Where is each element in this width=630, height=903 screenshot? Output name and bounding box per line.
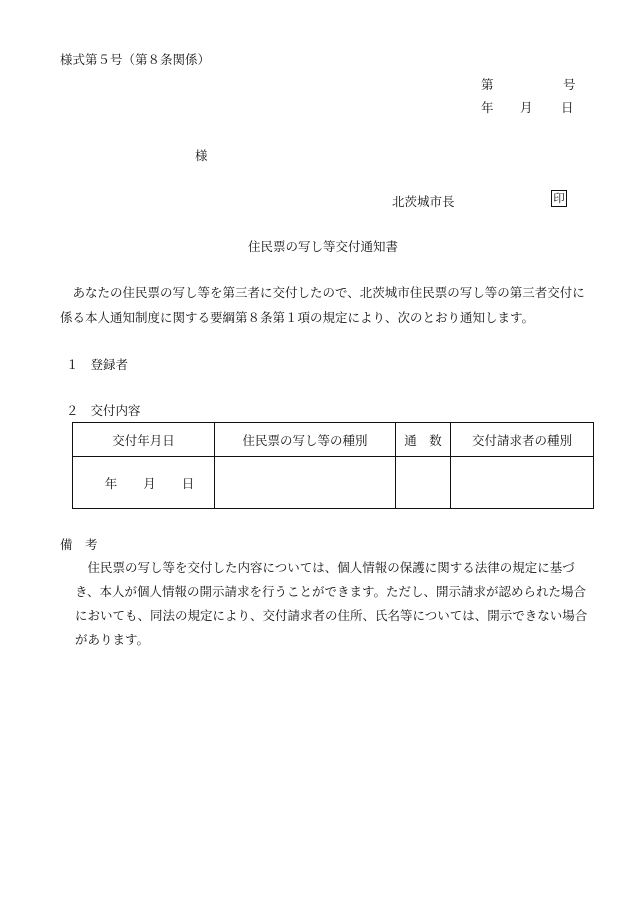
header-grant-date: 交付年月日 (73, 423, 215, 457)
document-title: 住民票の写し等交付通知書 (248, 239, 399, 254)
header-requester-type: 交付請求者の種別 (451, 423, 594, 457)
header-copies: 通 数 (396, 423, 451, 457)
header-document-type: 住民票の写し等の種別 (215, 423, 396, 457)
table-header-row (73, 423, 594, 457)
cell-day: 日 (181, 475, 195, 491)
seal-mark (551, 190, 567, 207)
section-1-number: １ (66, 357, 79, 372)
doc-date-year: 年 (481, 100, 494, 115)
cell-year: 年 (104, 475, 118, 491)
cell-requester-type (451, 457, 594, 509)
section-1-label: 登録者 (90, 357, 129, 372)
cell-month: 月 (143, 475, 156, 491)
body-text: あなたの住民票の写し等を第三者に交付したので、北茨城市住民票の写し等の第三者交付に係る本人通知制度に関する要綱第８条第１項の規定により、次のとおり通知します。 (60, 285, 585, 325)
notes-text: 住民票の写し等を交付した内容については、個人情報の保護に関する法律の規定に基づき、本人が個人情報の開示請求を行うことができます。ただし、開示請求が認められた場合においても、同法の規定により、交付請求者の住所、氏名等については、開示できない場合があります。 (75, 560, 588, 647)
seal-label: 印 (551, 190, 567, 207)
body-paragraph (60, 281, 596, 330)
cell-document-type (215, 457, 396, 509)
grant-table (72, 422, 594, 509)
doc-date-month: 月 (520, 100, 533, 115)
cell-grant-date (73, 457, 215, 509)
doc-number-suffix: 号 (563, 77, 576, 92)
form-number: 様式第５号（第８条関係） (60, 52, 211, 67)
doc-date-day: 日 (561, 100, 574, 115)
cell-copies (396, 457, 451, 509)
issuer-title: 北茨城市長 (392, 194, 455, 209)
notes-paragraph (75, 556, 595, 652)
table-row (73, 457, 594, 509)
addressee-suffix: 様 (195, 148, 208, 163)
section-2 (66, 401, 141, 419)
notes-label: 備 考 (60, 537, 98, 552)
doc-number-prefix: 第 (481, 77, 494, 92)
section-2-label: 交付内容 (90, 403, 141, 418)
section-2-number: ２ (66, 403, 79, 418)
section-1 (66, 355, 128, 373)
